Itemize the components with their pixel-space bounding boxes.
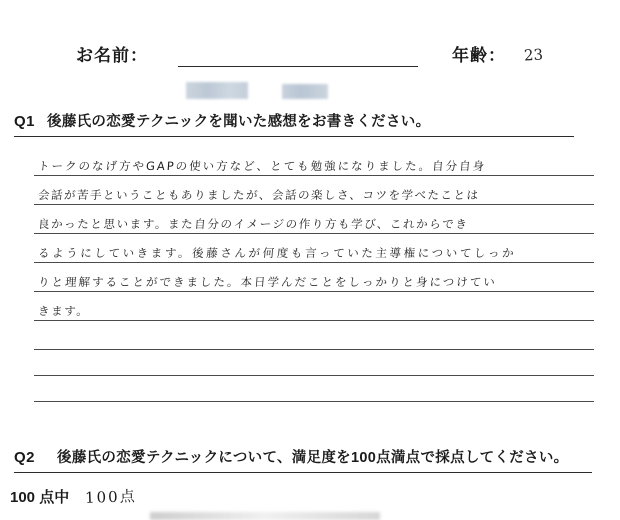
question-2-underline bbox=[14, 472, 592, 473]
handwritten-answer-line: 良かったと思います。また自分のイメージの作り方も学び、これからでき bbox=[37, 217, 469, 231]
answer-rule bbox=[34, 401, 594, 402]
redaction-block-last-name bbox=[282, 84, 328, 99]
score-label: 100 点中 bbox=[10, 489, 70, 506]
question-2-score-row bbox=[10, 486, 137, 507]
answer-rule bbox=[34, 349, 594, 350]
question-1-underline bbox=[14, 136, 574, 137]
question-2-block bbox=[10, 446, 610, 473]
answer-rule bbox=[34, 204, 594, 205]
handwritten-answer-line: りと理解することができました。本日学んだことをしっかりと身につけてい bbox=[37, 275, 498, 289]
redaction-block-first-name bbox=[186, 82, 248, 99]
form-header bbox=[0, 38, 620, 72]
answer-rule bbox=[34, 320, 594, 321]
score-handwritten-value: 100点 bbox=[84, 487, 138, 507]
answer-rule bbox=[34, 175, 594, 176]
handwritten-answer-line: るようにしていきます。後藤さんが何度も言っていた主導権についてしっか bbox=[37, 246, 517, 260]
question-2-heading bbox=[10, 446, 610, 467]
page-bottom-artifact bbox=[150, 512, 380, 520]
question-2-number: Q2 bbox=[14, 449, 36, 466]
handwritten-answer-line: きます。 bbox=[37, 304, 90, 318]
question-1-heading bbox=[10, 110, 610, 131]
question-1-answer-area bbox=[34, 152, 594, 405]
question-1-text: 後藤氏の恋愛テクニックを聞いた感想をお書きください。 bbox=[47, 114, 431, 130]
age-label: 年齢： bbox=[452, 46, 506, 65]
answer-rule bbox=[34, 262, 594, 263]
question-2-text: 後藤氏の恋愛テクニックについて、満足度を100点満点で採点してください。 bbox=[57, 450, 569, 466]
answer-rule bbox=[34, 233, 594, 234]
handwritten-answer-line: 会話が苦手ということもありましたが、会話の楽しさ、コツを学べたことは bbox=[37, 188, 481, 202]
name-label: お名前： bbox=[76, 46, 148, 65]
age-handwritten-value: 23 bbox=[523, 45, 544, 65]
name-underline bbox=[178, 66, 418, 67]
answer-rule bbox=[34, 291, 594, 292]
handwritten-answer-line: トークのなげ方やGAPの使い方など、とても勉強になりました。自分自身 bbox=[37, 159, 487, 173]
answer-rule bbox=[34, 375, 594, 376]
question-1-number: Q1 bbox=[14, 113, 36, 130]
question-1-block bbox=[10, 110, 610, 137]
